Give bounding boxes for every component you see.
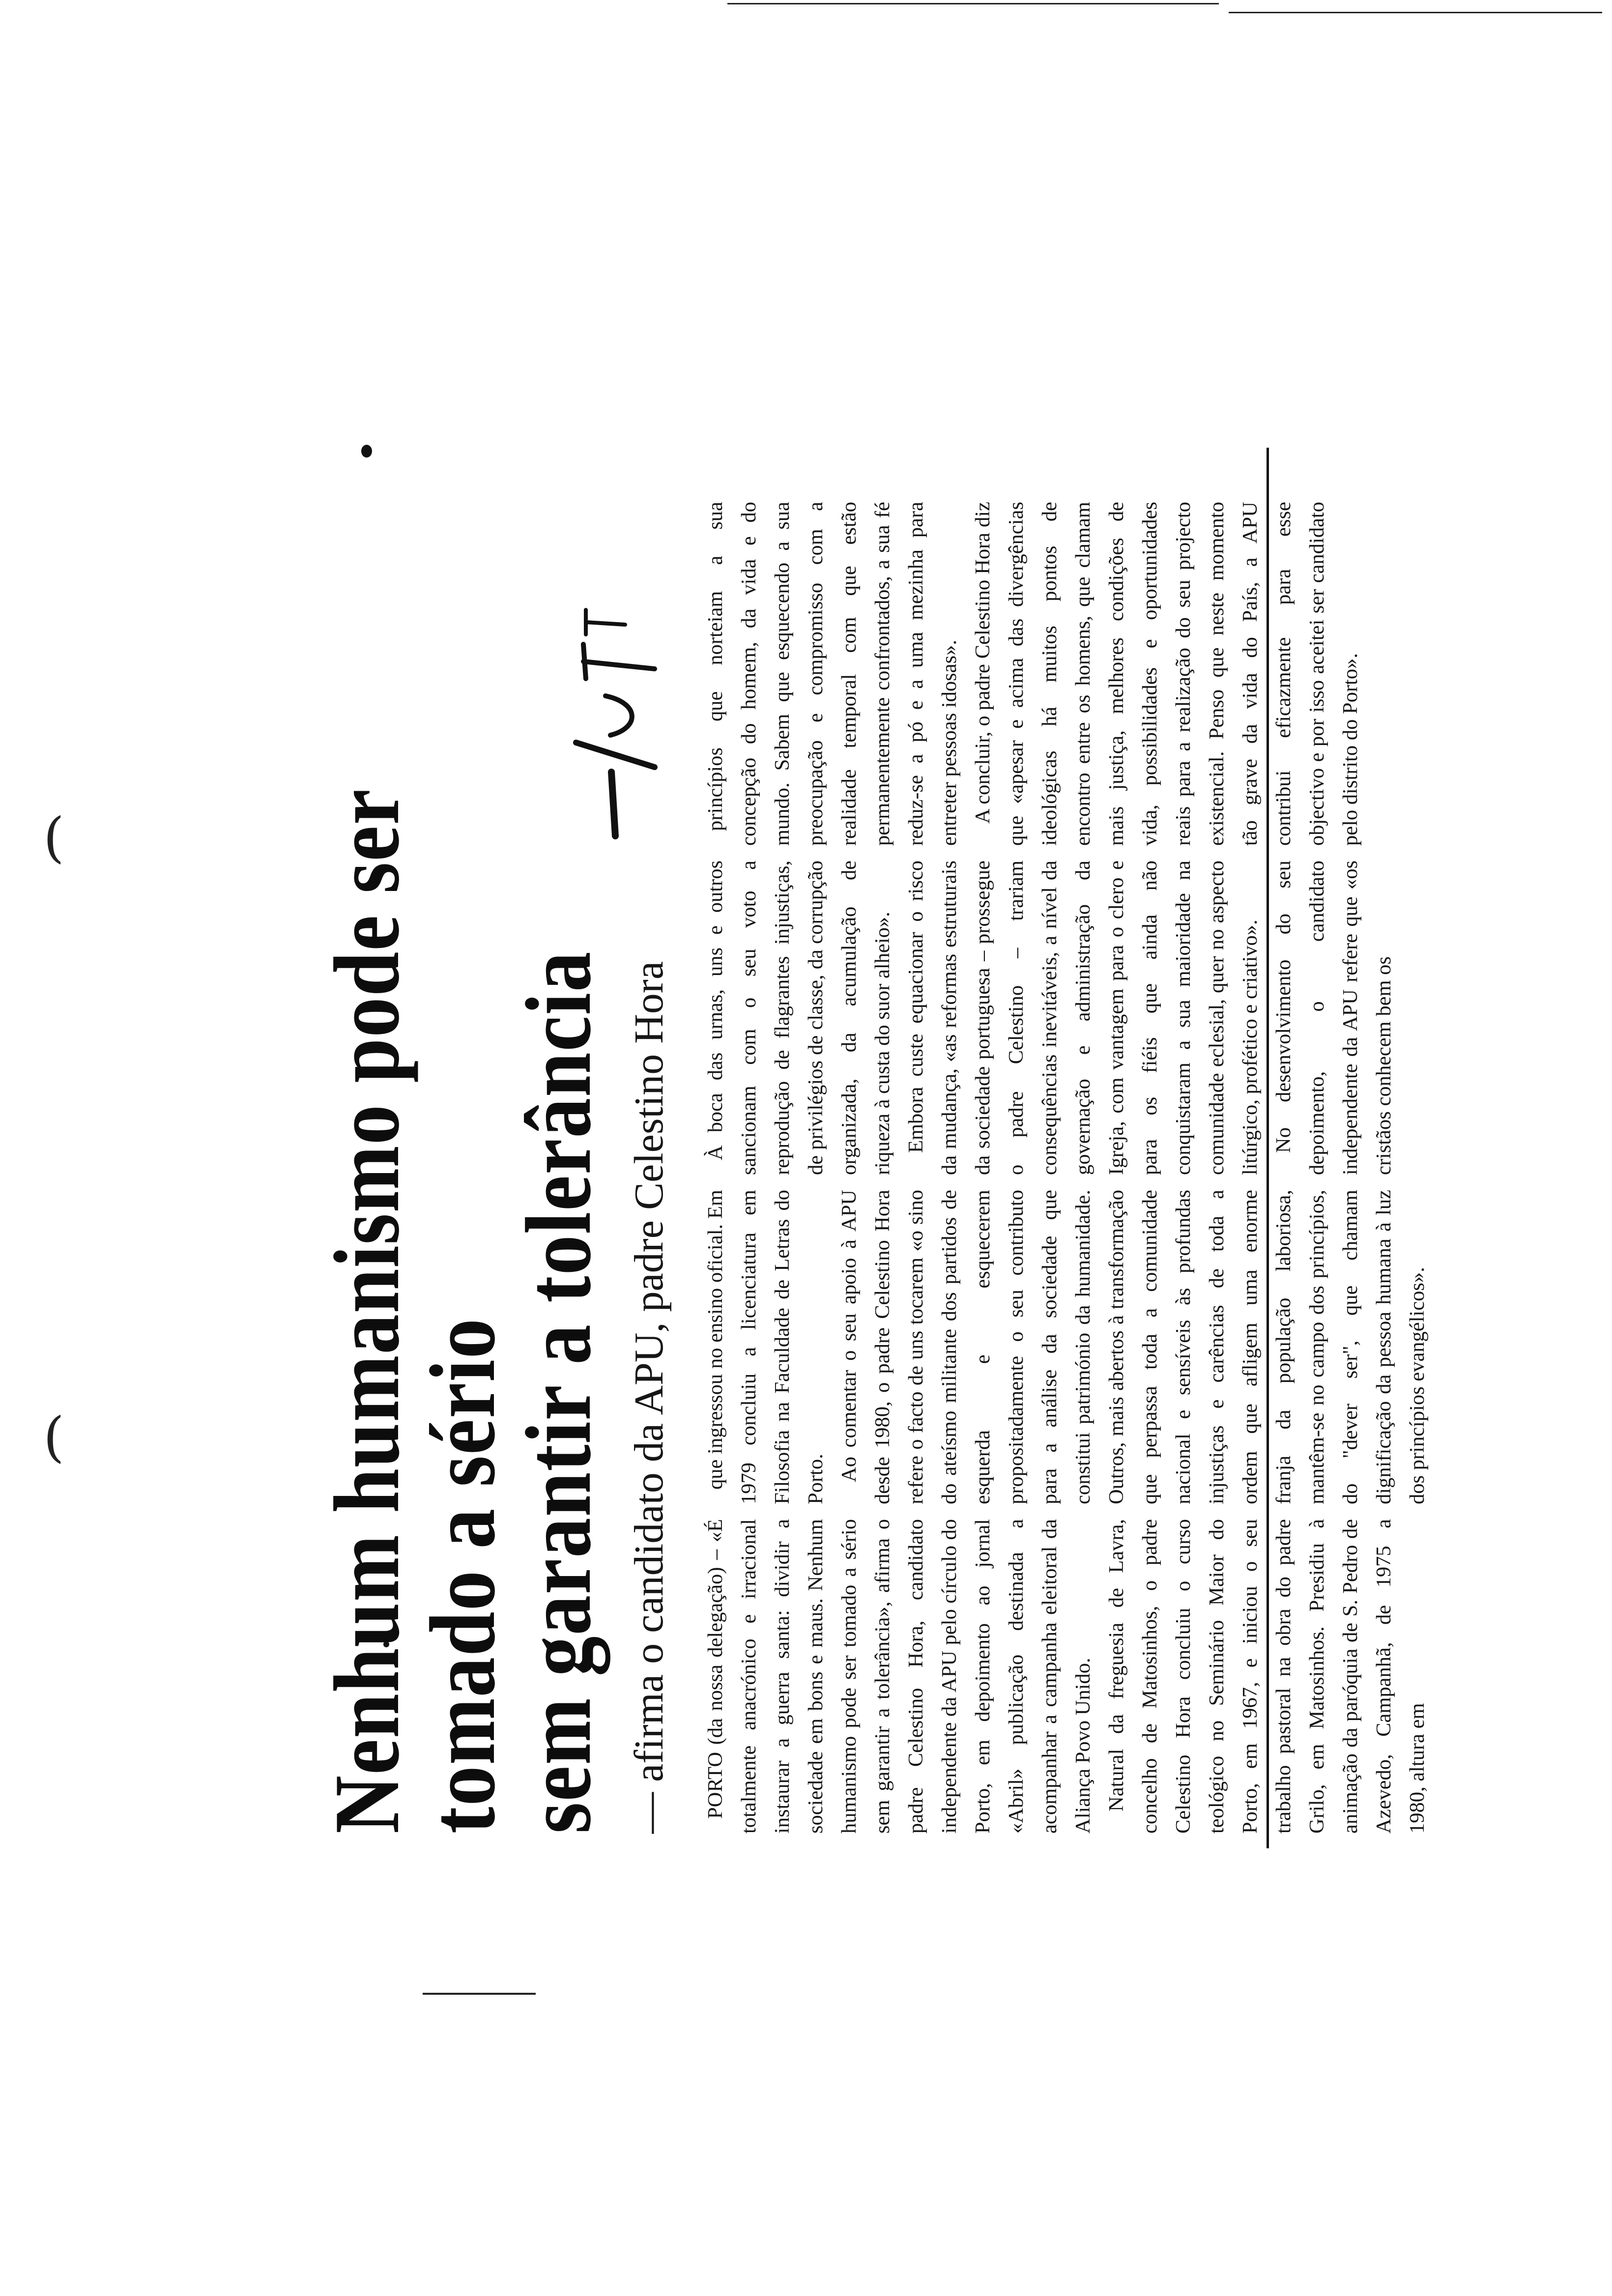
handwritten-annotation xyxy=(556,605,669,841)
headline-line-1: Nenhum humanismo pode ser xyxy=(316,788,419,1834)
headline-line-3: sem garantir a tolerância xyxy=(507,950,610,1834)
scan-edge-line-bottom xyxy=(423,1993,536,1995)
newspaper-clipping xyxy=(311,448,1429,1848)
scan-mark-left-lower: ( xyxy=(43,1406,64,1468)
paragraph: Natural da freguesia de Lavra, concelho de Matosinhos, o padre Celestino Hora concluiu o curso teológico no Seminário Maior do Porto, em 1967, e iniciou o seu trabalho pastoral na obra do padre Grilo, em Matosinhos. Presidiu à animação da paróquia de S. Pedro de Azevedo, Campanhã, de 1975 a 1980, altura em xyxy=(1105,1519,1429,1834)
paragraph: No desenvolvimento do seu depoimento, o candidato independente da APU refere que «os cristãos conhecem bem os xyxy=(1272,861,1395,1175)
scan-mark-left-upper: ( xyxy=(43,806,64,869)
scan-edge-line-top-right xyxy=(1229,12,1602,13)
paragraph: Embora custe equacionar o risco da mudança, «as reformas estruturais da sociedade portuguesa – prossegue o padre Celestino – trariam consequências inevitáveis, a nível da governação e administração da Igreja, com vantagem para o clero e para os fiéis que ainda não conquistaram a sua maioridade na comunidade eclesial, quer no aspecto litúrgico, profético e criativo». xyxy=(904,861,1262,1175)
paragraph: Ao comentar o seu apoio à APU desde 1980, o padre Celestino Hora refere o facto de uns tocarem «o sino do ateísmo militante dos partidos de esquerda e esquecerem propositadamente o seu contributo para a análise da sociedade que constitui património da humanidade. Outros, mais abertos à transformação que perpassa toda a comunidade nacional e sensíveis às profundas injustiças e carências de toda a ordem que afligem uma enorme franja da população laboriosa, mantêm-se no campo dos princípios, do "dever ser", que chamam dignificação da pessoa humana à luz dos princípios evangélicos». xyxy=(837,1190,1429,1504)
scan-edge-line-top-left xyxy=(727,3,1219,4)
paragraph: PORTO (da nossa delegação) – «É totalmente anacrónico e irracional instaurar a guerra santa: dividir a sociedade em bons e maus. Nenhum humanismo pode ser tomado a sério sem garantir a tolerância», afirma o padre Celestino Hora, candidato independente da APU pelo círculo do Porto, em depoimento ao jornal «Abril» publicação destinada a acompanhar a campanha eleitoral da Aliança Povo Unido. xyxy=(704,1519,1094,1834)
headline-line-2: tomado a sério xyxy=(411,1318,515,1834)
article-column-3 xyxy=(699,861,1401,1175)
clipping-bottom-rule xyxy=(1267,448,1269,1848)
article-column-2 xyxy=(699,1190,1434,1504)
article-column-1 xyxy=(699,1519,1434,1834)
subheadline: — afirma o candidato da APU, padre Celestino Hora xyxy=(626,961,672,1834)
paragraph: A concluir, o padre Celestino Hora diz que «apesar e acima das divergências ideológicas há muitos pontos de encontro entre os homens, que clamam mais justiça, melhores condições de vida, possibilidades e oportunidades reais para a realização do seu projecto existencial. Penso que neste momento tão grave da vida do País, a APU contribui eficazmente para esse objectivo e por isso aceitei ser candidato pelo distrito do Porto». xyxy=(971,502,1362,846)
paragraph: À boca das urnas, uns e outros sancionam com o seu voto a reprodução de flagrantes injustiças, de privilégios de classe, da corrupção organizada, da acumulação de riqueza à custa do suor alheio». xyxy=(704,861,894,1175)
paragraph: que ingressou no ensino oficial. Em 1979 concluiu a licenciatura em Filosofia na Faculdade de Letras do Porto. xyxy=(704,1190,827,1504)
paragraph: princípios que norteiam a sua concepção do homem, da vida e do mundo. Sabem que esquecendo a sua preocupação e compromisso com a realidade temporal com que estão permanentemente confrontados, a sua fé reduz-se a pó e a uma mezinha para entreter pessoas idosas». xyxy=(704,502,961,846)
